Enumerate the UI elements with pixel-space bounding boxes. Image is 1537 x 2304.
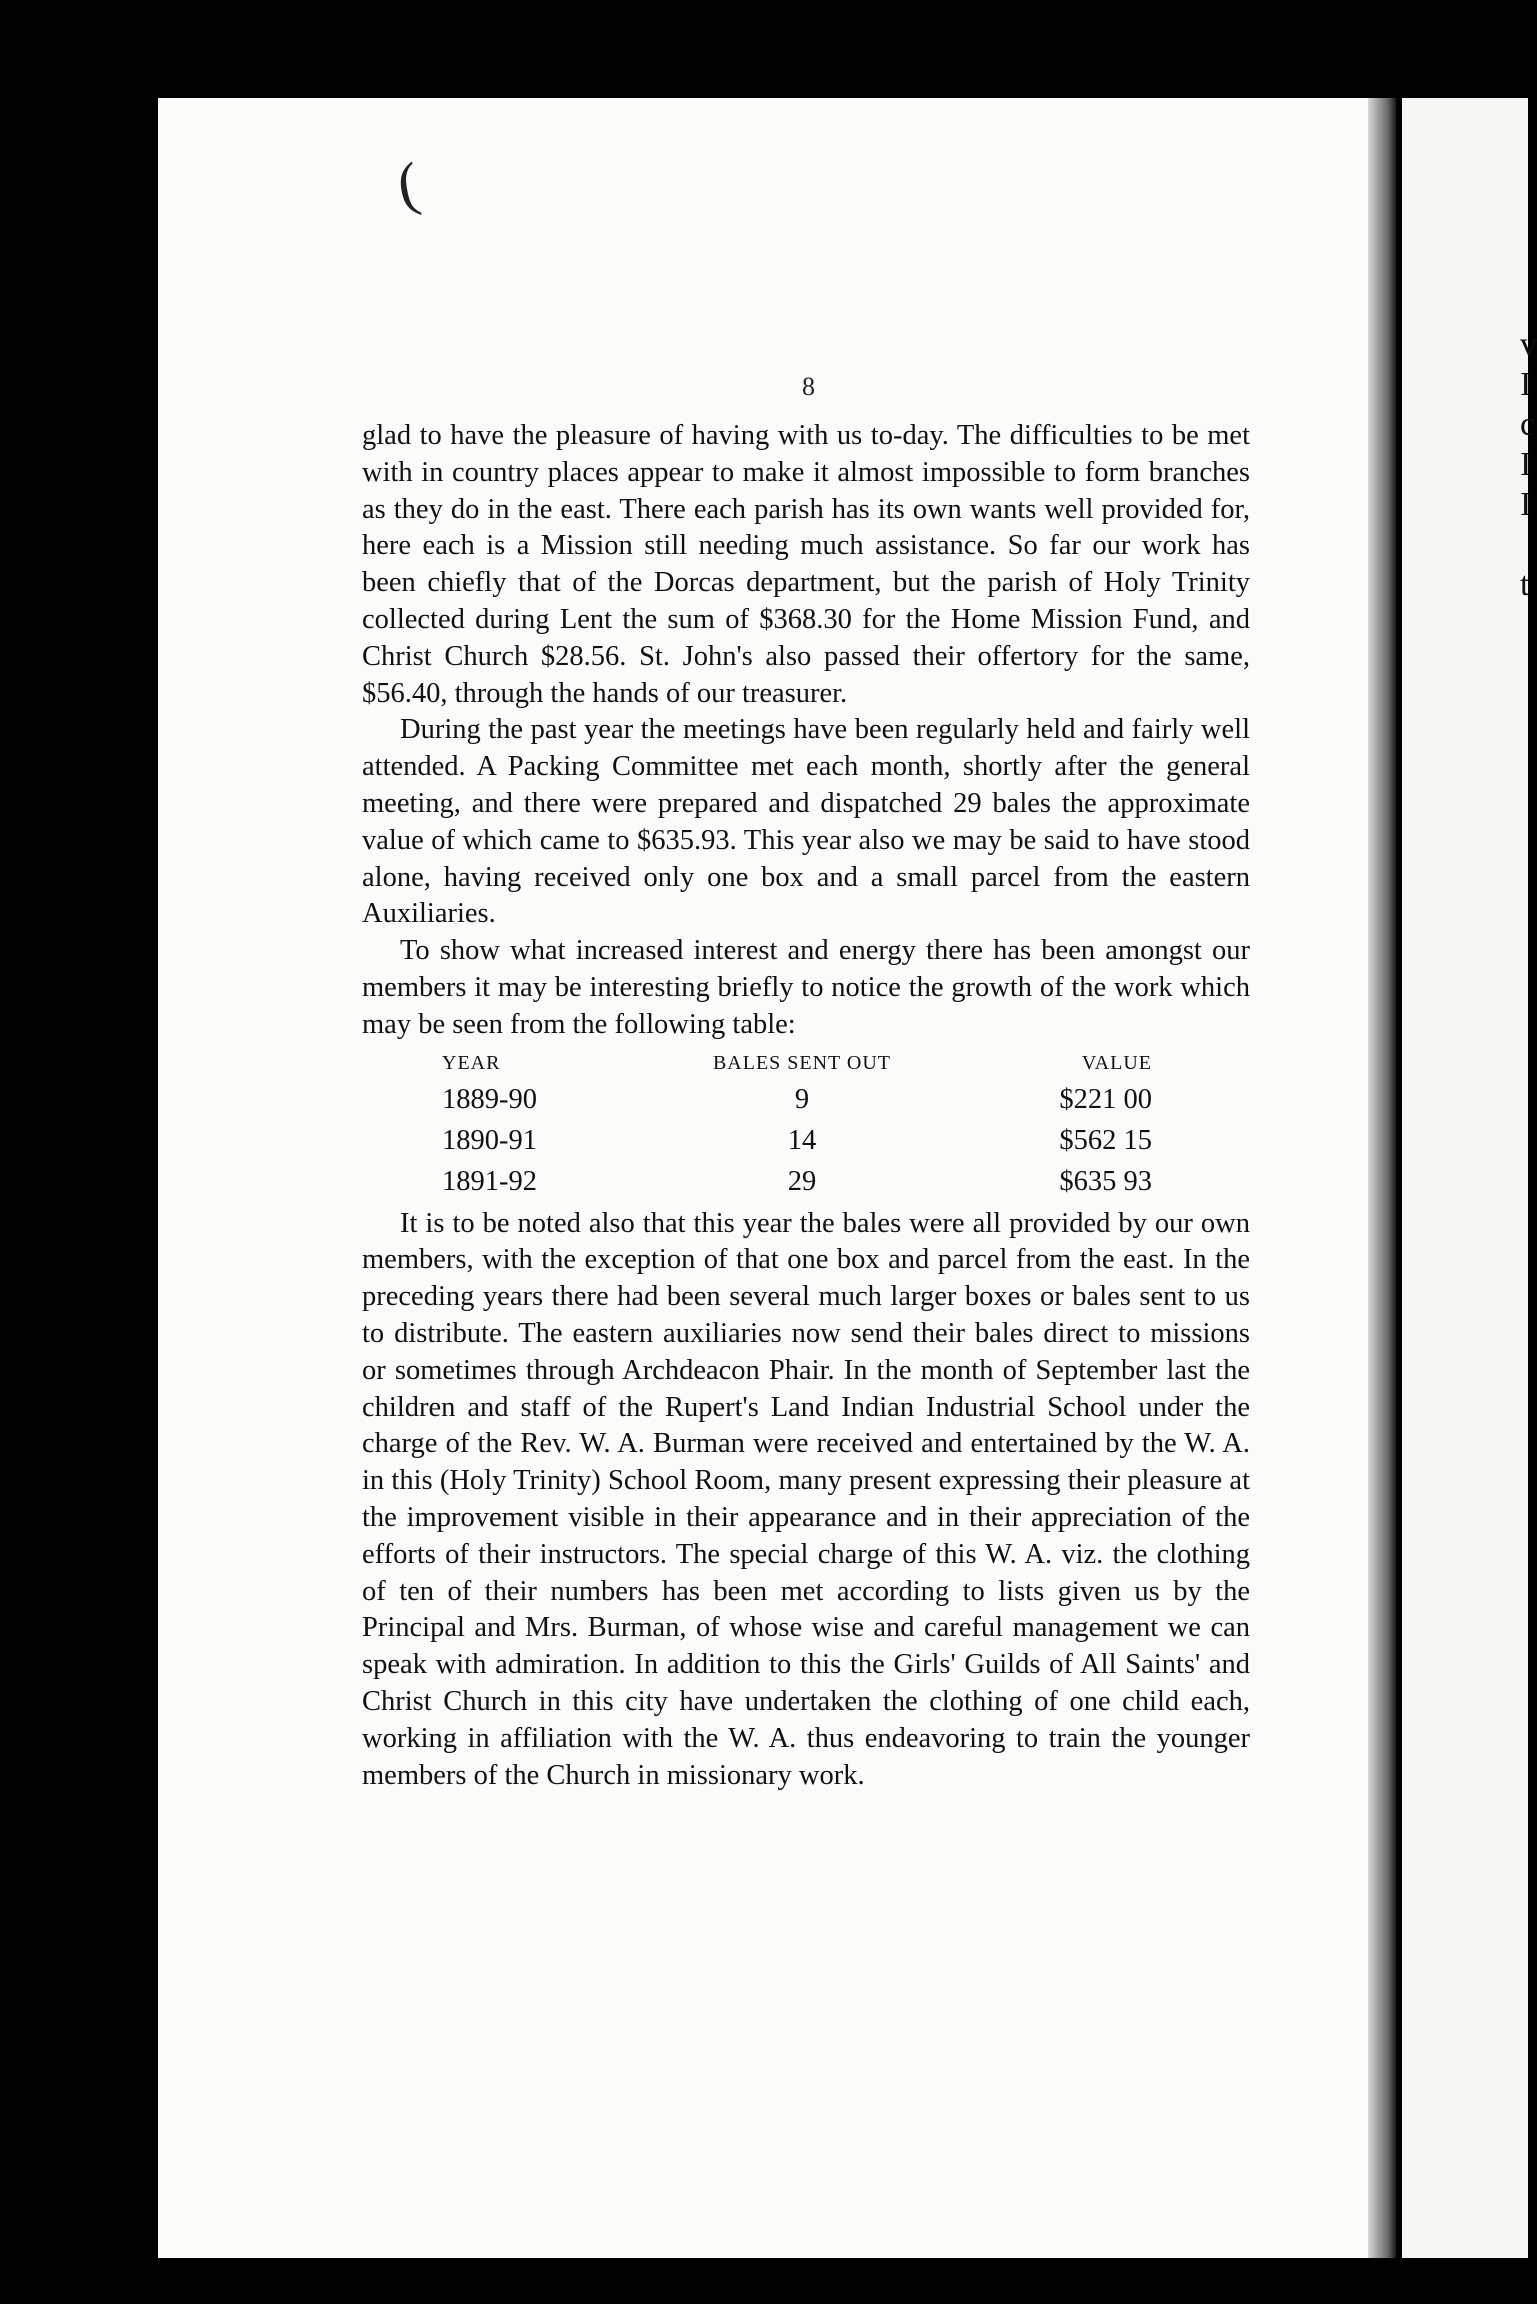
paragraph-1: glad to have the pleasure of having with us to-day. The difficulties to be met with in country places appear to make it almost impossible to form branches as they do in the east. There each parish has its own wants well provided for, here each is a Mission still needing much assistance. So far our work has been chiefly that of the Dorcas department, but the parish of Holy Trinity collected during Lent the sum of $368.30 for the Home Mission Fund, and Christ Church $28.56. St. John's also passed their offertory for the same, $56.40, through the hands of our treasurer. (362, 420, 1250, 709)
bales-table (422, 1048, 1182, 1202)
cell-year: 1890-91 (442, 1124, 537, 1156)
cell-year: 1889-90 (442, 1083, 537, 1115)
cell-value: $221 00 (1059, 1083, 1152, 1115)
cell-bales: 14 (787, 1124, 817, 1156)
facing-page-fragment: v (1520, 326, 1537, 363)
facing-page-fragment: c (1520, 406, 1536, 443)
facing-page-fragment: I (1520, 366, 1532, 403)
table-row (422, 1120, 1182, 1161)
table-header-row (422, 1048, 1182, 1079)
facing-page-fragment: I (1520, 446, 1532, 483)
paragraph-4: It is to be noted also that this year the bales were all provided by our own members, with the exception of that one box and parcel from the east. In the preceding years there had been several much larger boxes or bales sent to us to distribute. The eastern auxiliaries now send their bales direct to missions or sometimes through Archdeacon Phair. In the month of September last the children and staff of the Rupert's Land Indian Industrial School under the charge of the Rev. W. A. Burman were received and entertained by the W. A. in this (Holy Trinity) School Room, many present expressing their pleasure at the improvement visible in their appearance and in their appreciation of the efforts of their instructors. The special charge of this W. A. viz. the clothing of ten of their numbers has been met according to lists given us by the Principal and Mrs. Burman, of whose wise and careful management we can speak with admiration. In addition to this the Girls' Guilds of All Saints' and Christ Church in this city have undertaken the clothing of one child each, working in affiliation with the W. A. thus endeavoring to train the younger members of the Church in missionary work. (362, 1207, 1250, 1791)
cell-year: 1891-92 (442, 1165, 537, 1197)
cell-bales: 9 (794, 1083, 810, 1115)
paragraph-3: To show what increased interest and energy there has been amongst our members it may be interesting briefly to notice the growth of the work which may be seen from the following table: (362, 935, 1250, 1040)
cell-value: $562 15 (1059, 1124, 1152, 1156)
page-number: 8 (802, 372, 815, 401)
facing-page-fragment: t (1520, 566, 1530, 603)
header-year: YEAR (442, 1051, 501, 1074)
body-text (362, 418, 1250, 1794)
page-gutter-shadow (1368, 98, 1396, 2258)
header-value: VALUE (1081, 1051, 1152, 1074)
facing-page-edge (1402, 98, 1537, 2258)
cell-bales: 29 (787, 1165, 817, 1197)
margin-pencil-mark: ( (392, 149, 424, 219)
paragraph-2: During the past year the meetings have been regularly held and fairly well attended. A Packing Committee met each month, shortly after the general meeting, and there were prepared and dispatched 29 bales the approximate value of which came to $635.93. This year also we may be said to have stood alone, having received only one box and a small parcel from the eastern Auxiliaries. (362, 714, 1250, 930)
table-row (422, 1161, 1182, 1202)
header-bales: BALES SENT OUT (712, 1051, 892, 1074)
table-row (422, 1079, 1182, 1120)
facing-page-fragment: I (1520, 486, 1532, 523)
cell-value: $635 93 (1059, 1165, 1152, 1197)
